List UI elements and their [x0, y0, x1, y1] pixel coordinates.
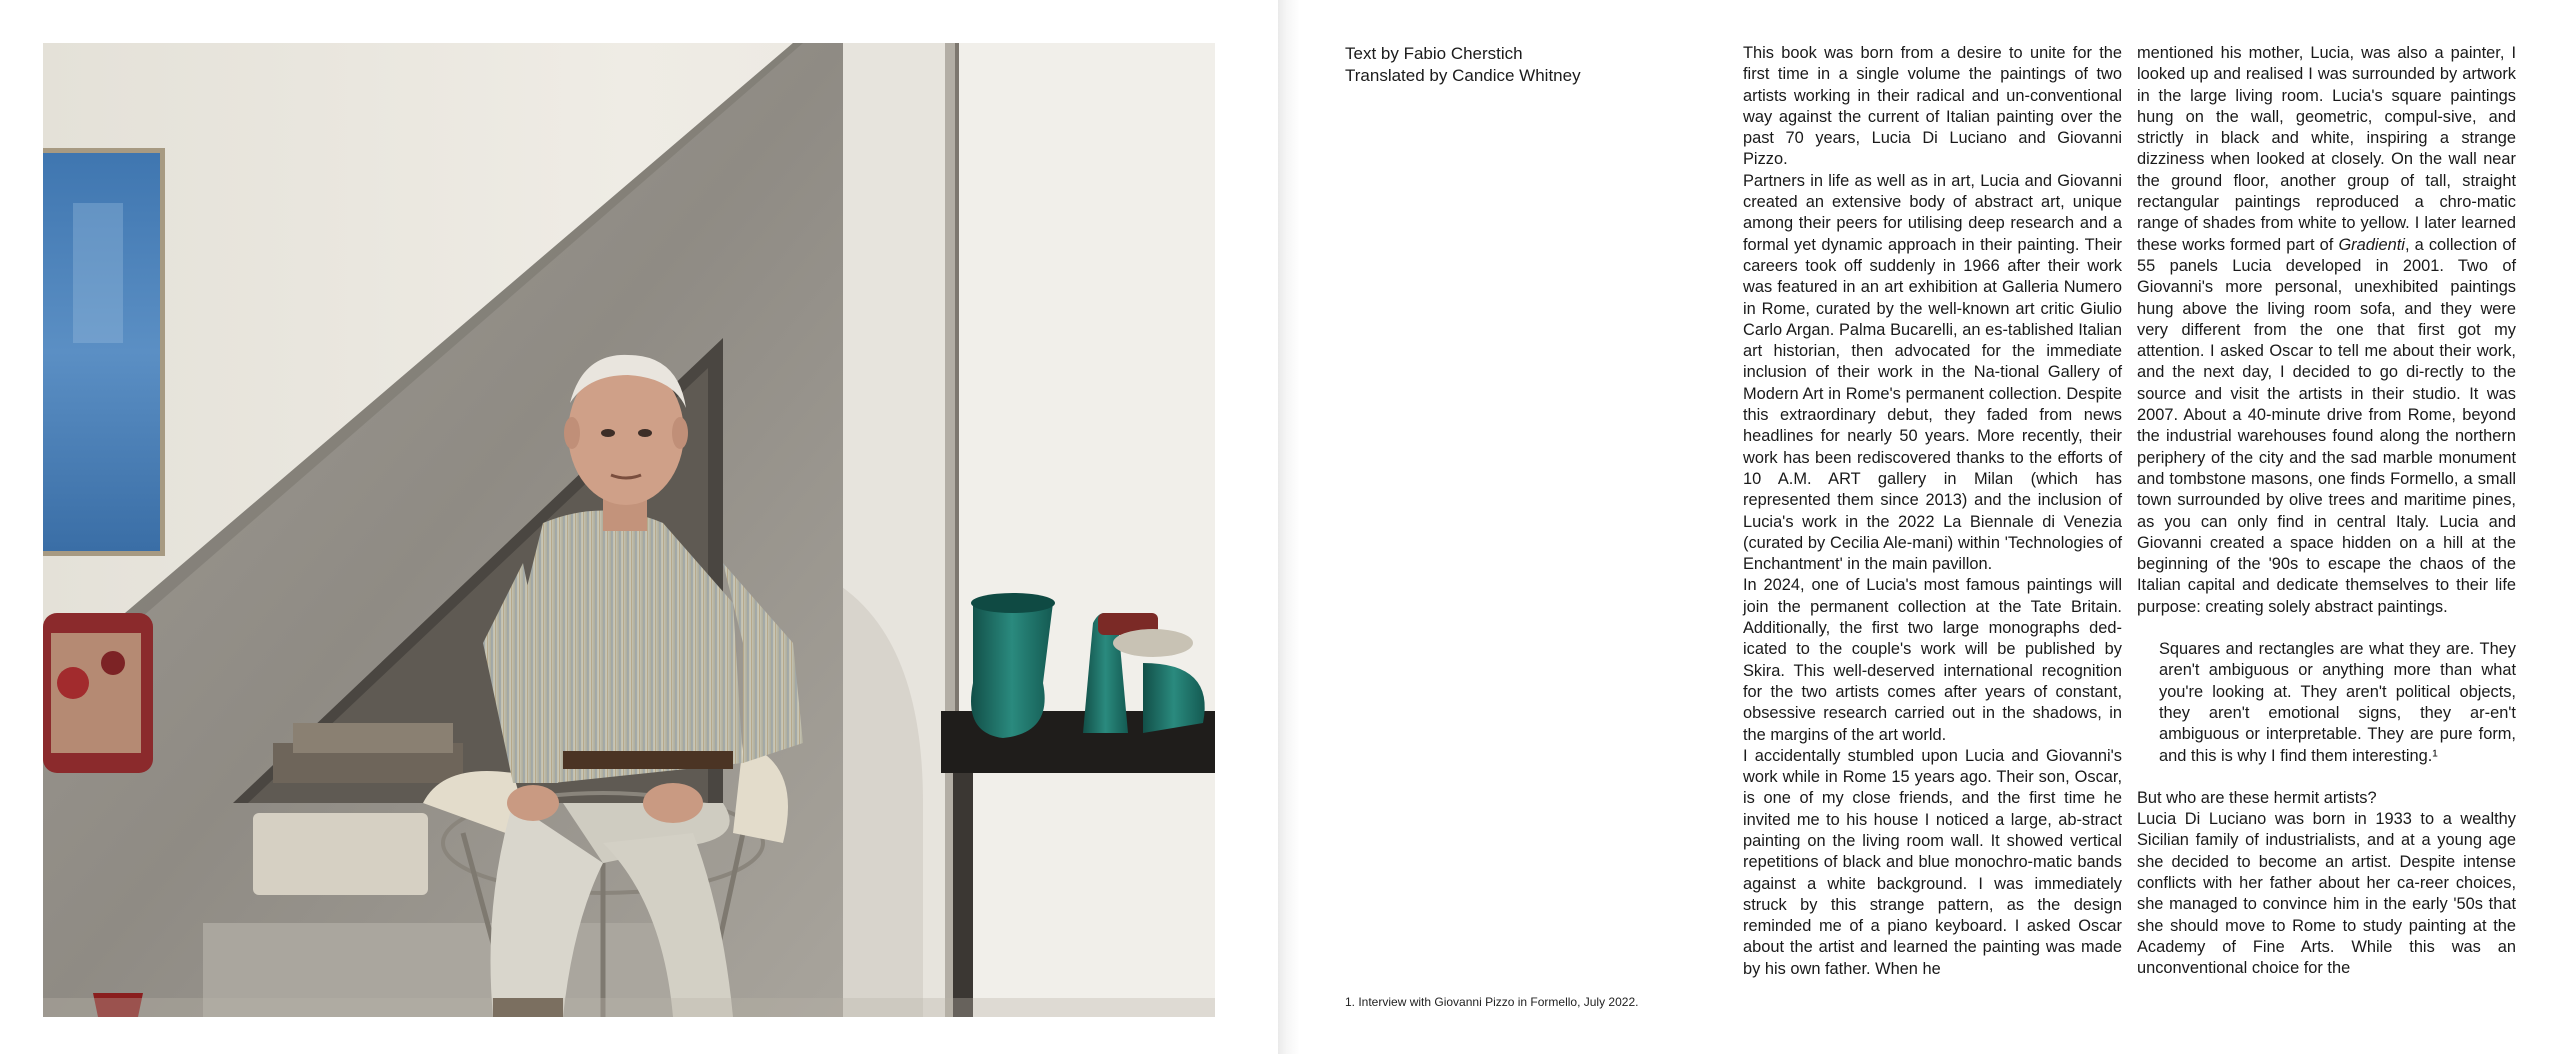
- paragraph: This book was born from a desire to unite for the first time in a single volume the paintings of two artists working in their radical and un-conventional way against the current of Italian painting over the past 70 years, Lucia Di Luciano and Giovanni Pizzo.: [1743, 44, 2122, 169]
- block-quote: Squares and rectangles are what they are. They aren't ambiguous or anything more than what you're looking at. They aren't political objects, they aren't emotional signs, they ar-en't ambiguous or interpretable. They are pure form, and this is why I find them interesting.¹: [2159, 640, 2516, 765]
- paragraph: I accidentally stumbled upon Lucia and Giovanni's work while in Rome 15 years ago. Their son, Oscar, is one of my close friends, and the first time he invited me to his house I noticed a large, ab-stract painting on the living room wall. It showed vertical repetitions of black and blue monochro-matic bands against a white background. I was immediately struck by this strange pattern, as the design reminded me of a piano keyboard. I asked Oscar about the artist and learned the painting was made by his own father. When he: [1743, 746, 2122, 978]
- author-credit: Text by Fabio Cherstich: [1345, 44, 1523, 63]
- paragraph: Lucia Di Luciano was born in 1933 to a wealthy Sicilian family of industrialists, and at a young age she decided to become an artist. Despite intense conflicts with her father about her ca-reer choices, she managed to convince him in the early '50s that she should move to Rome to study painting at the Academy of Fine Arts. While this was an unconventional choice for the: [2137, 810, 2516, 978]
- text-run: , a collection of 55 panels Lucia developed in 2001. Two of Giovanni's more personal, unexhibited paintings hung above the living room sofa, and they were very different from the one that first got my attention. I asked Oscar to tell me about their work, and the next day, I decided to go di-rectly to the source and visit the artists in their studio. It was 2007. About a 40-minute drive from Rome, beyond the industrial warehouses found along the northern periphery of the city and the sad marble monument and tombstone masons, one finds Formello, a small town surrounded by olive trees and maritime pines, as you can only find in central Italy. Lucia and Giovanni created a space hidden on a hill at the beginning of the '90s to escape the chaos of the Italian capital and dedicate themselves to their life purpose: creating solely abstract paintings.: [2137, 235, 2516, 616]
- italic-title: Gradienti: [2338, 235, 2405, 254]
- right-page: [1300, 0, 2560, 1054]
- paragraph: Partners in life as well as in art, Lucia and Giovanni created an extensive body of abstract art, unique among their peers for utilising deep research and a formal yet dynamic approach in their painting. Their careers took off suddenly in 1966 after their work was featured in an art exhibition at Galleria Numero in Rome, curated by the well-known art critic Giulio Carlo Argan. Palma Bucarelli, an es-tablished Italian art historian, then advocated for the immediate inclusion of their work in the Na-tional Gallery of Modern Art in Rome's permanent collection. Despite this extraordinary debut, they faded from news headlines for nearly 50 years. More recently, their work has been rediscovered thanks to the efforts of 10 A.M. ART gallery in Milan (which has represented them since 2013) and the inclusion of Lucia's work in the 2022 La Biennale di Venezia (curated by Cecilia Ale-mani) within 'Technologies of Enchantment' in the main pavillon.: [1743, 171, 2122, 574]
- paragraph: In 2024, one of Lucia's most famous paintings will join the permanent collection at the Tate Britain. Additionally, the first two large monographs ded-icated to the couple's work will be published by Skira. This well-deserved international recognition for the two artists comes after years of constant, obsessive research carried out in the shadows, in the margins of the art world.: [1743, 576, 2122, 744]
- paragraph: [2137, 43, 2516, 618]
- footnote: 1. Interview with Giovanni Pizzo in Formello, July 2022.: [1345, 995, 1639, 1009]
- paragraph: But who are these hermit artists?: [2137, 788, 2377, 807]
- text-column-1: [1743, 43, 2122, 980]
- portrait-photograph: [43, 43, 1215, 1017]
- left-page: [0, 0, 1278, 1054]
- text-column-2: [2137, 43, 2516, 979]
- credits-block: [1345, 43, 1645, 87]
- text-run: mentioned his mother, Lucia, was also a painter, I looked up and realised I was surrounded by artwork in the large living room. Lucia's square paintings hung on the wall, geometric, compul-sive, and strictly in black and white, inspiring a strange dizziness when looked at closely. On the wall near the ground floor, another group of tall, straight rectangular paintings reproduced a chro-matic range of shades from white to yellow. I later learned these works formed part of: [2137, 44, 2516, 254]
- book-gutter: [1278, 0, 1300, 1054]
- translator-credit: Translated by Candice Whitney: [1345, 66, 1581, 85]
